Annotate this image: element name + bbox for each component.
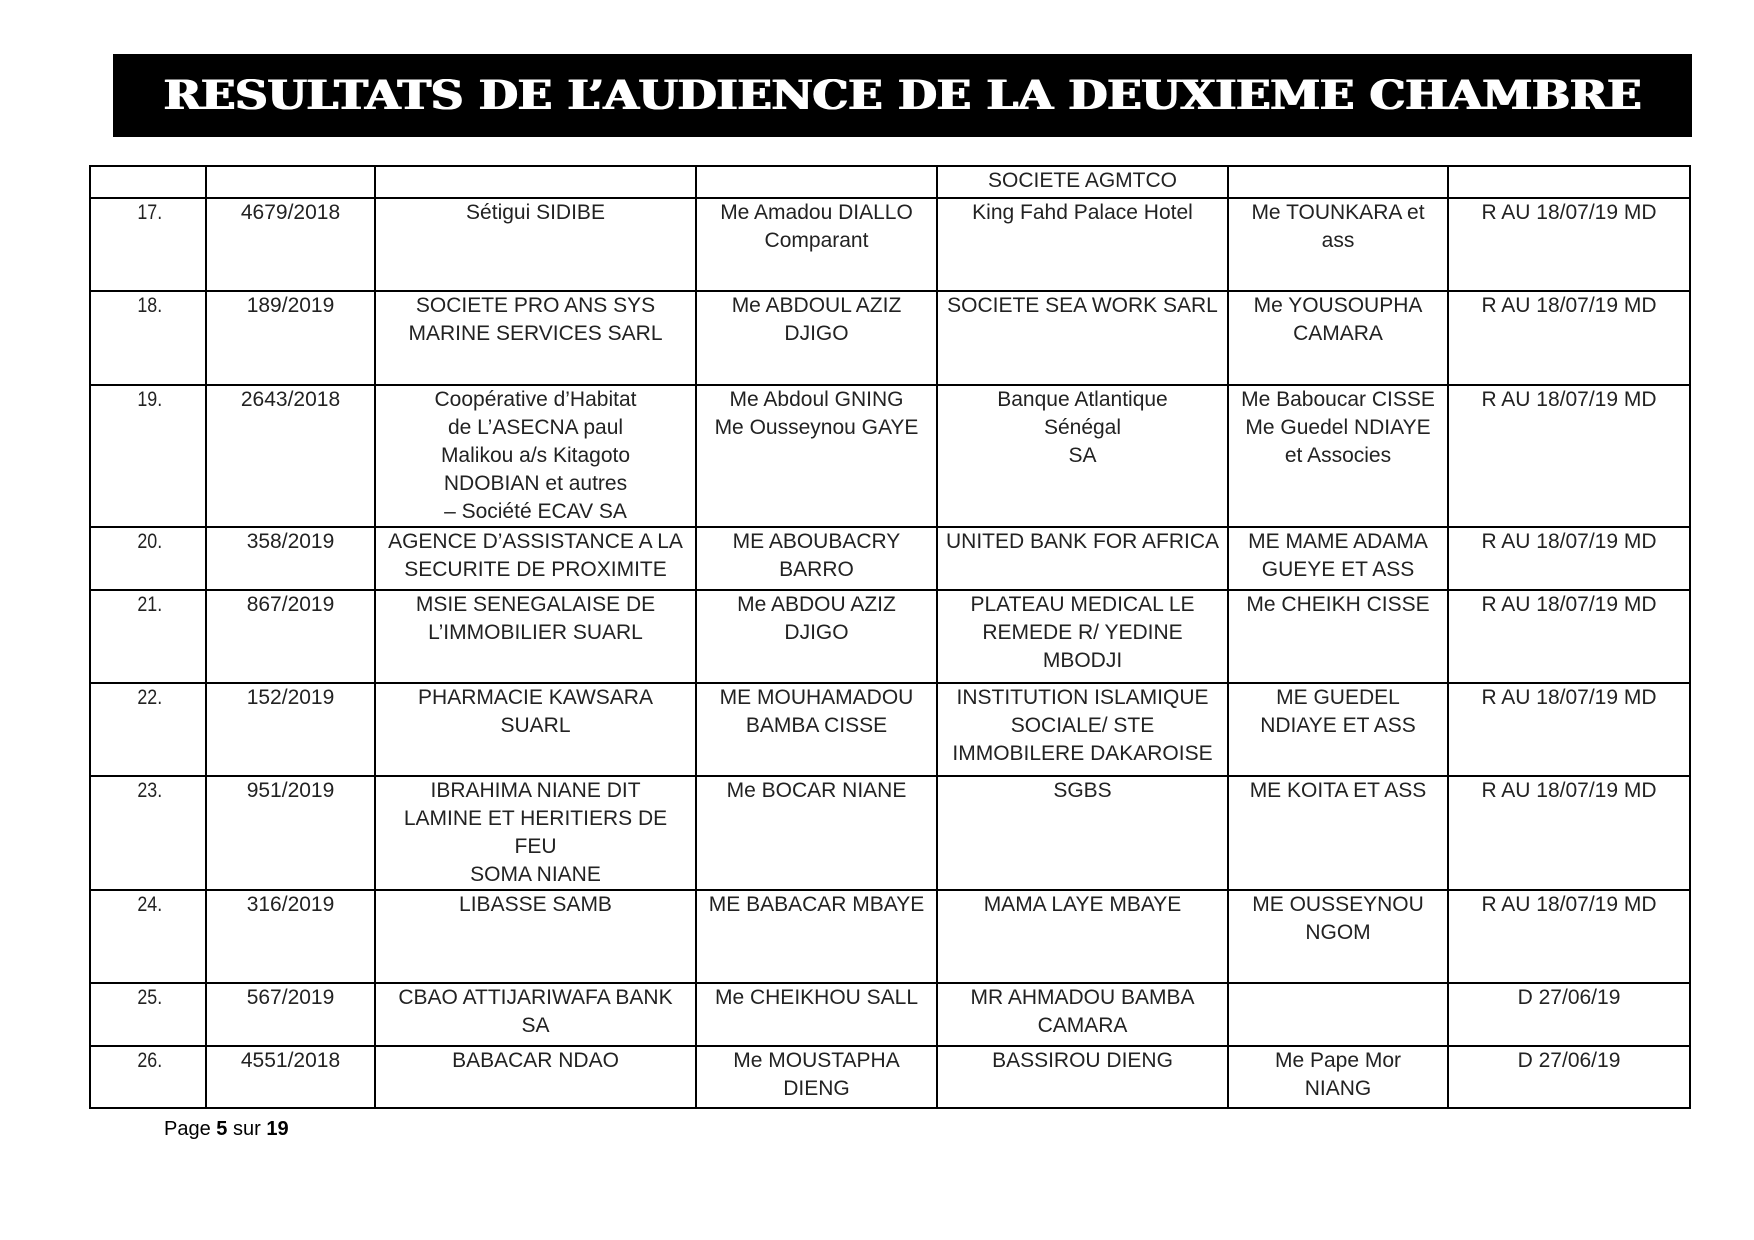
- result-cell: [1448, 385, 1690, 527]
- plaintiff-lawyer-line: ME BABACAR MBAYE: [708, 893, 925, 916]
- defendant-cell: [937, 1046, 1228, 1108]
- plaintiff-cell: [375, 1046, 696, 1108]
- case-reference-cell: [206, 983, 375, 1046]
- plaintiff-lawyer-line: Comparant: [764, 229, 869, 252]
- result-cell: [1448, 198, 1690, 291]
- defendant-lawyer-cell: [1228, 890, 1448, 983]
- result: R AU 18/07/19 MD: [1481, 686, 1657, 709]
- page-current: 5: [216, 1118, 228, 1140]
- title-banner: [113, 54, 1692, 137]
- row-number-cell: [90, 385, 206, 527]
- row-number-cell: [90, 683, 206, 776]
- case-reference: 567/2019: [246, 986, 335, 1009]
- defendant-lawyer-line: Me Guedel NDIAYE: [1245, 416, 1431, 439]
- defendant-lawyer-line: Me CHEIKH CISSE: [1246, 593, 1430, 616]
- result: R AU 18/07/19 MD: [1481, 388, 1657, 411]
- defendant-lawyer-line: ME MAME ADAMA: [1248, 530, 1428, 553]
- defendant-lawyer-cell: [1228, 385, 1448, 527]
- plaintiff-line: BABACAR NDAO: [452, 1049, 619, 1072]
- case-reference: 867/2019: [246, 593, 335, 616]
- result-cell: [1448, 527, 1690, 590]
- plaintiff-lawyer-cell: [696, 590, 937, 683]
- defendant-line: SGBS: [1053, 779, 1112, 802]
- plaintiff-line: de L’ASECNA paul: [447, 416, 624, 439]
- plaintiff-line: Coopérative d’Habitat: [434, 388, 637, 411]
- plaintiff-cell: [375, 385, 696, 527]
- plaintiff-lawyer-cell: [696, 983, 937, 1046]
- plaintiff-line: IBRAHIMA NIANE DIT: [430, 779, 641, 802]
- plaintiff-line: – Société ECAV SA: [444, 500, 627, 523]
- defendant-lawyer-line: Me Pape Mor: [1274, 1049, 1402, 1072]
- defendant-lawyer-line: ME KOITA ET ASS: [1249, 779, 1427, 802]
- defendant-line: REMEDE R/ YEDINE: [982, 621, 1183, 644]
- defendant-lawyer-cell: [1228, 983, 1448, 1046]
- case-reference-cell: [206, 527, 375, 590]
- row-number-cell: [90, 983, 206, 1046]
- row-number-cell: [90, 198, 206, 291]
- defendant-line: CAMARA: [1037, 1014, 1128, 1037]
- plaintiff-lawyer-line: Me BOCAR NIANE: [726, 779, 907, 802]
- plaintiff-line: NDOBIAN et autres: [443, 472, 628, 495]
- defendant-lawyer-line: ass: [1321, 229, 1355, 252]
- case-reference-cell: [206, 1046, 375, 1108]
- defendant-lawyer-cell: [1228, 198, 1448, 291]
- case-reference: 4551/2018: [240, 1049, 341, 1072]
- plaintiff-line: L’IMMOBILIER SUARL: [428, 621, 643, 644]
- defendant-lawyer-cell: [1228, 776, 1448, 890]
- result-cell: [1448, 590, 1690, 683]
- defendant-lawyer-cell: [1228, 683, 1448, 776]
- case-reference: 358/2019: [246, 530, 335, 553]
- plaintiff-line: SECURITE DE PROXIMITE: [404, 558, 667, 581]
- row-number: 20.: [137, 530, 163, 553]
- page-title: RESULTATS DE L’AUDIENCE DE LA DEUXIEME CHAMBRE: [163, 72, 1642, 119]
- plaintiff-line: MARINE SERVICES SARL: [408, 322, 663, 345]
- defendant-lawyer-line: ME OUSSEYNOU: [1252, 893, 1424, 916]
- defendant-cell: [937, 166, 1228, 198]
- plaintiff-lawyer-line: Me ABDOUL AZIZ: [731, 294, 902, 317]
- table-row: [90, 1046, 1690, 1108]
- defendant-line: King Fahd Palace Hotel: [972, 201, 1193, 224]
- defendant-cell: [937, 198, 1228, 291]
- defendant-cell: [937, 683, 1228, 776]
- defendant-line: MBODJI: [1042, 649, 1123, 672]
- defendant-lawyer-cell: [1228, 590, 1448, 683]
- case-reference: 2643/2018: [240, 388, 341, 411]
- row-number: 25.: [137, 986, 163, 1009]
- defendant-lawyer-line: et Associes: [1284, 444, 1392, 467]
- table-row: [90, 890, 1690, 983]
- defendant-line: MAMA LAYE MBAYE: [983, 893, 1182, 916]
- case-reference: 4679/2018: [240, 201, 341, 224]
- defendant-lawyer-cell: [1228, 166, 1448, 198]
- row-number: 21.: [137, 593, 163, 616]
- defendant-cell: [937, 291, 1228, 385]
- page-total: 19: [266, 1118, 289, 1140]
- case-reference-cell: [206, 198, 375, 291]
- defendant-lawyer-line: NGOM: [1305, 921, 1371, 944]
- plaintiff-lawyer-line: Me ABDOU AZIZ: [737, 593, 896, 616]
- defendant-lawyer-line: NDIAYE ET ASS: [1260, 714, 1416, 737]
- plaintiff-lawyer-cell: [696, 385, 937, 527]
- case-reference-cell: [206, 590, 375, 683]
- result-cell: [1448, 166, 1690, 198]
- defendant-line: IMMOBILERE DAKAROISE: [952, 742, 1213, 765]
- result-cell: [1448, 776, 1690, 890]
- plaintiff-lawyer-line: ME ABOUBACRY: [732, 530, 901, 553]
- plaintiff-lawyer-line: Me MOUSTAPHA: [733, 1049, 900, 1072]
- case-reference: 152/2019: [246, 686, 335, 709]
- defendant-line: PLATEAU MEDICAL LE: [970, 593, 1195, 616]
- result-cell: [1448, 291, 1690, 385]
- case-reference-cell: [206, 890, 375, 983]
- plaintiff-lawyer-cell: [696, 776, 937, 890]
- plaintiff-cell: [375, 198, 696, 291]
- page-label: Page: [164, 1118, 211, 1140]
- plaintiff-lawyer-cell: [696, 890, 937, 983]
- case-reference: 951/2019: [246, 779, 335, 802]
- table-row: [90, 776, 1690, 890]
- plaintiff-line: AGENCE D’ASSISTANCE A LA: [388, 530, 683, 553]
- plaintiff-lawyer-line: Me CHEIKHOU SALL: [714, 986, 919, 1009]
- plaintiff-cell: [375, 590, 696, 683]
- result: R AU 18/07/19 MD: [1481, 201, 1657, 224]
- defendant-lawyer-line: Me TOUNKARA et: [1251, 201, 1425, 224]
- defendant-lawyer-cell: [1228, 1046, 1448, 1108]
- row-number: 24.: [137, 893, 163, 916]
- plaintiff-cell: [375, 776, 696, 890]
- defendant-line: INSTITUTION ISLAMIQUE: [956, 686, 1209, 709]
- plaintiff-lawyer-line: DJIGO: [784, 322, 849, 345]
- row-number: 23.: [137, 779, 163, 802]
- table-row: [90, 385, 1690, 527]
- row-number-cell: [90, 1046, 206, 1108]
- plaintiff-line: MSIE SENEGALAISE DE: [415, 593, 656, 616]
- plaintiff-lawyer-cell: [696, 527, 937, 590]
- plaintiff-line: SOCIETE PRO ANS SYS: [415, 294, 656, 317]
- defendant-lawyer-cell: [1228, 527, 1448, 590]
- plaintiff-line: CBAO ATTIJARIWAFA BANK: [398, 986, 673, 1009]
- row-number: 26.: [137, 1049, 163, 1072]
- plaintiff-line: PHARMACIE KAWSARA: [418, 686, 653, 709]
- defendant-cell: [937, 590, 1228, 683]
- plaintiff-line: SOMA NIANE: [470, 863, 601, 886]
- case-reference-cell: [206, 776, 375, 890]
- row-number-cell: [90, 527, 206, 590]
- row-number-cell: [90, 590, 206, 683]
- case-reference-cell: [206, 166, 375, 198]
- plaintiff-cell: [375, 527, 696, 590]
- plaintiff-line: SUARL: [500, 714, 571, 737]
- result-cell: [1448, 683, 1690, 776]
- plaintiff-lawyer-line: Me Abdoul GNING: [729, 388, 904, 411]
- plaintiff-lawyer-line: Me Ousseynou GAYE: [714, 416, 919, 439]
- result: D 27/06/19: [1517, 986, 1621, 1009]
- plaintiff-lawyer-cell: [696, 198, 937, 291]
- plaintiff-cell: [375, 983, 696, 1046]
- defendant-line: SOCIETE SEA WORK SARL: [947, 294, 1218, 317]
- result: R AU 18/07/19 MD: [1481, 779, 1657, 802]
- defendant-line: Banque Atlantique: [997, 388, 1168, 411]
- case-reference: 316/2019: [246, 893, 335, 916]
- case-reference-cell: [206, 683, 375, 776]
- defendant-lawyer-cell: [1228, 291, 1448, 385]
- plaintiff-cell: [375, 291, 696, 385]
- case-reference: 189/2019: [246, 294, 335, 317]
- result: R AU 18/07/19 MD: [1481, 593, 1657, 616]
- plaintiff-lawyer-line: ME MOUHAMADOU: [719, 686, 914, 709]
- row-number: 22.: [137, 686, 163, 709]
- plaintiff-line: SA: [521, 1014, 550, 1037]
- results-table: [89, 165, 1691, 1109]
- defendant-line: BASSIROU DIENG: [992, 1049, 1173, 1072]
- defendant-cell: [937, 890, 1228, 983]
- defendant-lawyer-line: GUEYE ET ASS: [1261, 558, 1415, 581]
- defendant-line: SOCIALE/ STE: [1010, 714, 1155, 737]
- defendant-line: SA: [1068, 444, 1097, 467]
- plaintiff-cell: [375, 683, 696, 776]
- plaintiff-lawyer-line: BARRO: [779, 558, 854, 581]
- plaintiff-cell: [375, 890, 696, 983]
- row-number: 17.: [137, 201, 163, 224]
- defendant-line: SOCIETE AGMTCO: [987, 169, 1178, 192]
- plaintiff-line: LAMINE ET HERITIERS DE FEU: [403, 807, 668, 858]
- row-number-cell: [90, 776, 206, 890]
- defendant-cell: [937, 527, 1228, 590]
- plaintiff-lawyer-cell: [696, 291, 937, 385]
- plaintiff-lawyer-line: Me Amadou DIALLO: [720, 201, 913, 224]
- result: R AU 18/07/19 MD: [1481, 294, 1657, 317]
- result-cell: [1448, 890, 1690, 983]
- table-row: [90, 291, 1690, 385]
- defendant-lawyer-line: ME GUEDEL: [1276, 686, 1400, 709]
- page-footer: [164, 1118, 289, 1141]
- plaintiff-lawyer-line: BAMBA CISSE: [745, 714, 888, 737]
- defendant-lawyer-line: Me Baboucar CISSE: [1241, 388, 1435, 411]
- result: R AU 18/07/19 MD: [1481, 893, 1657, 916]
- defendant-cell: [937, 776, 1228, 890]
- row-number: 18.: [137, 294, 163, 317]
- row-number-cell: [90, 166, 206, 198]
- plaintiff-line: Malikou a/s Kitagoto: [440, 444, 631, 467]
- plaintiff-line: Sétigui SIDIBE: [466, 201, 605, 224]
- result-cell: [1448, 1046, 1690, 1108]
- plaintiff-lawyer-line: DJIGO: [784, 621, 849, 644]
- row-number-cell: [90, 291, 206, 385]
- defendant-line: MR AHMADOU BAMBA: [970, 986, 1195, 1009]
- plaintiff-cell: [375, 166, 696, 198]
- table-row: [90, 683, 1690, 776]
- defendant-cell: [937, 385, 1228, 527]
- plaintiff-lawyer-cell: [696, 1046, 937, 1108]
- row-number: 19.: [137, 388, 163, 411]
- page-sep: sur: [232, 1118, 261, 1140]
- case-reference-cell: [206, 385, 375, 527]
- defendant-lawyer-line: CAMARA: [1293, 322, 1383, 345]
- defendant-line: Sénégal: [1043, 416, 1122, 439]
- defendant-line: UNITED BANK FOR AFRICA: [945, 530, 1220, 553]
- defendant-lawyer-line: NIANG: [1304, 1077, 1372, 1100]
- table-row: [90, 983, 1690, 1046]
- result-cell: [1448, 983, 1690, 1046]
- result: D 27/06/19: [1517, 1049, 1621, 1072]
- row-number-cell: [90, 890, 206, 983]
- case-reference-cell: [206, 291, 375, 385]
- result: R AU 18/07/19 MD: [1481, 530, 1657, 553]
- table-row: [90, 198, 1690, 291]
- table-row: [90, 590, 1690, 683]
- defendant-cell: [937, 983, 1228, 1046]
- plaintiff-lawyer-cell: [696, 683, 937, 776]
- defendant-lawyer-line: Me YOUSOUPHA: [1253, 294, 1423, 317]
- plaintiff-lawyer-cell: [696, 166, 937, 198]
- plaintiff-line: LIBASSE SAMB: [459, 893, 612, 916]
- table-row: [90, 166, 1690, 198]
- table-row: [90, 527, 1690, 590]
- plaintiff-lawyer-line: DIENG: [783, 1077, 850, 1100]
